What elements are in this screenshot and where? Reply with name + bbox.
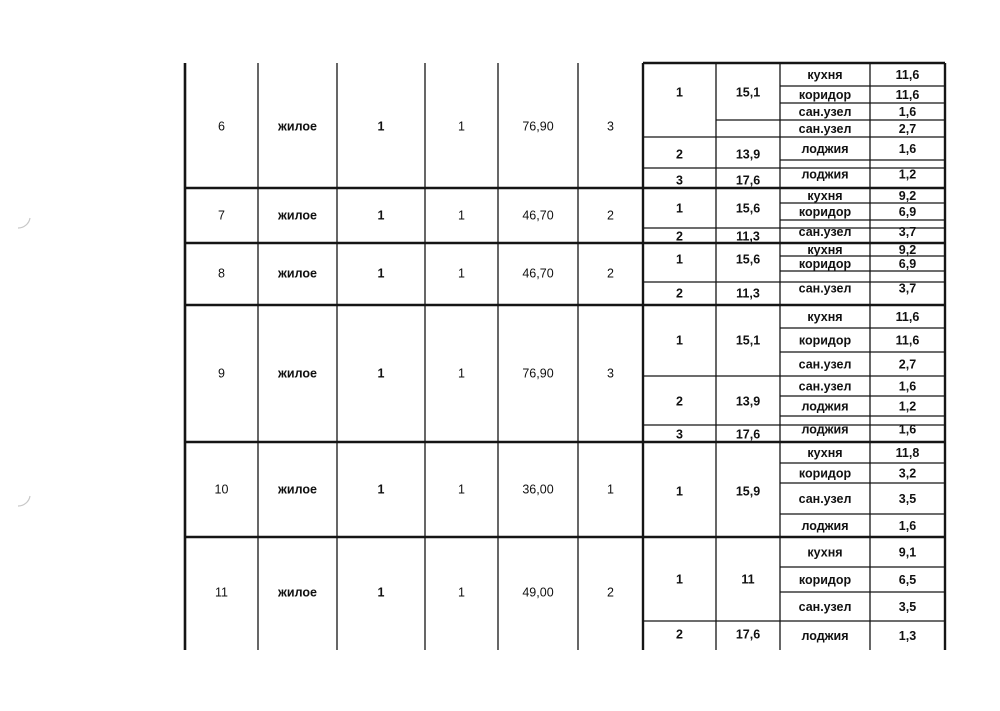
room-number: 3 [676,173,683,188]
aux-room-name: кухня [807,545,843,560]
aux-room-area: 1,6 [898,422,917,437]
aux-room-area: 11,8 [895,445,920,460]
aux-room-name: кухня [807,188,843,203]
aux-room-area: 9,1 [898,545,917,560]
aux-room-name: сан.узел [798,491,852,506]
total-area: 76,90 [522,366,554,381]
apartment-number: 11 [215,585,228,600]
room-number: 1 [676,572,683,587]
aux-room-name: кухня [807,242,843,257]
total-area: 49,00 [522,585,554,600]
hole-punch-marks [18,218,30,506]
apartment-purpose: жилое [278,266,317,281]
room-number: 2 [676,286,683,301]
room-area: 17,6 [735,173,761,188]
room-number: 1 [676,85,683,100]
apartment-number: 9 [218,366,225,381]
total-area: 46,70 [522,208,554,223]
aux-room-area: 1,6 [898,141,917,156]
room-area: 15,6 [735,252,761,267]
column4-value: 1 [458,585,465,600]
room-area: 15,9 [735,484,761,499]
column3-value: 1 [377,119,385,134]
column3-value: 1 [377,585,385,600]
room-number: 3 [676,427,683,442]
aux-room-name: кухня [807,67,843,82]
aux-room-name: коридор [798,204,852,219]
total-area: 36,00 [522,482,554,497]
room-number: 1 [676,252,683,267]
apartment-number: 6 [218,119,225,134]
aux-room-area: 3,7 [898,224,917,239]
room-number: 1 [676,201,683,216]
aux-room-name: сан.узел [798,121,852,136]
column4-value: 1 [458,208,465,223]
aux-room-area: 3,5 [898,491,917,506]
aux-room-area: 11,6 [895,67,920,82]
apartment-number: 7 [218,208,225,223]
apartment-purpose: жилое [278,208,317,223]
room-area: 11,3 [736,229,760,244]
column3-value: 1 [377,366,385,381]
aux-room-area: 2,7 [898,121,917,136]
apartment-number: 8 [218,266,225,281]
rooms-count: 3 [607,119,614,134]
aux-room-name: сан.узел [798,599,852,614]
apartment-purpose: жилое [278,482,317,497]
room-area: 13,9 [735,394,761,409]
room-area: 17,6 [735,427,761,442]
apartment-purpose: жилое [278,119,317,134]
aux-room-name: коридор [798,333,852,348]
aux-room-area: 3,2 [898,466,917,481]
room-area: 15,1 [735,85,761,100]
aux-room-name: лоджия [801,141,849,156]
room-area: 15,1 [735,333,761,348]
aux-room-name: лоджия [801,399,849,414]
aux-room-area: 1,2 [898,399,917,414]
room-number: 1 [676,484,683,499]
aux-room-area: 2,7 [898,357,917,372]
rooms-count: 1 [607,482,614,497]
aux-room-area: 11,6 [895,87,920,102]
aux-room-area: 1,2 [898,167,917,182]
column4-value: 1 [458,266,465,281]
aux-room-name: лоджия [801,518,849,533]
aux-room-area: 6,9 [898,256,917,271]
total-area: 76,90 [522,119,554,134]
aux-room-name: коридор [798,87,852,102]
aux-room-name: лоджия [801,628,849,643]
aux-room-name: сан.узел [798,104,852,119]
rooms-count: 2 [607,266,614,281]
aux-room-area: 9,2 [898,242,917,257]
aux-room-name: сан.узел [798,357,852,372]
room-number: 2 [676,147,683,162]
total-area: 46,70 [522,266,554,281]
aux-room-area: 1,6 [898,379,917,394]
aux-room-name: сан.узел [798,281,852,296]
room-area: 15,6 [735,201,761,216]
aux-room-name: коридор [798,466,852,481]
apartment-number: 10 [214,482,229,497]
rooms-count: 2 [607,585,614,600]
aux-room-area: 3,7 [898,281,917,296]
aux-room-area: 6,5 [898,572,917,587]
aux-room-name: сан.узел [798,379,852,394]
aux-room-name: кухня [807,309,843,324]
table-cells [215,68,920,643]
aux-room-area: 11,6 [895,333,920,348]
apartment-purpose: жилое [278,366,317,381]
room-number: 2 [676,394,683,409]
rooms-count: 3 [607,366,614,381]
column4-value: 1 [458,366,465,381]
rooms-count: 2 [607,208,614,223]
aux-room-area: 1,6 [898,518,917,533]
room-area: 17,6 [735,627,761,642]
room-area: 13,9 [735,147,761,162]
aux-room-name: коридор [798,572,852,587]
aux-room-area: 1,3 [898,628,917,643]
aux-room-area: 9,2 [898,188,917,203]
column4-value: 1 [458,482,465,497]
aux-room-area: 1,6 [898,104,917,119]
column3-value: 1 [377,266,385,281]
aux-room-name: лоджия [801,167,849,182]
room-number: 1 [676,333,683,348]
room-area: 11,3 [736,286,760,301]
aux-room-name: кухня [807,445,843,460]
aux-room-area: 6,9 [898,204,917,219]
apartment-purpose: жилое [278,585,317,600]
room-number: 2 [676,627,683,642]
column3-value: 1 [377,208,385,223]
room-number: 2 [676,229,683,244]
aux-room-name: сан.узел [798,224,852,239]
aux-room-area: 3,5 [898,599,917,614]
aux-room-name: коридор [798,256,852,271]
aux-room-area: 11,6 [895,309,920,324]
column3-value: 1 [377,482,385,497]
aux-room-name: лоджия [801,422,849,437]
room-area: 11 [741,572,755,587]
column4-value: 1 [458,119,465,134]
